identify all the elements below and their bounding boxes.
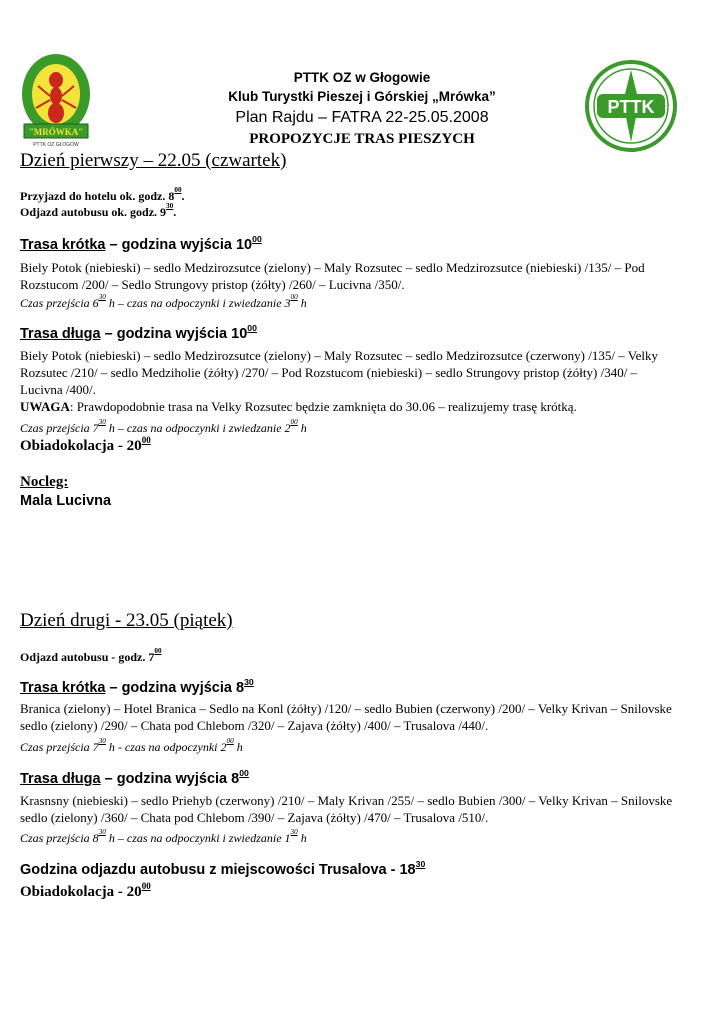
day1-lodging-label: Nocleg: — [20, 474, 69, 490]
day1-warning: UWAGA: Prawdopodobnie trasa na Velky Rozsutec będzie zamknięta do 30.06 – realizujemy trasę krótką. — [20, 399, 577, 414]
day2-short-route-time-note: Czas przejścia $7^{30}$ h - czas na odpoczynki $2^{00}$ h — [20, 737, 243, 754]
day1-short-route-time-note: Czas przejścia $6^{30}$ h – czas na odpoczynki i zwiedzanie $3^{00}$ h — [20, 293, 307, 310]
day2-bus-departure: Godzina odjazdu autobusu z miejscowości Trusalova - $18^{30}$ — [20, 859, 426, 878]
pttk-logo-text: PTTK — [607, 97, 655, 117]
day1-long-route-description: Biely Potok (niebieski) – sedlo Medzirozsutce (zielony) – Maly Rozsutec – sedlo Medzirozsutce (czerwony) /135/ – Velky Rozsutec /210/ – sedlo Medziholie (żółty) /270/ – Pod Rozstucom (niebieski) – sedlo Strungovy pristop (żółty) /340/ – Lucivna /400/. — [20, 348, 659, 397]
day2-title: Dzień drugi - 23.05 (piątek) — [20, 610, 233, 631]
day2-departure: Odjazd autobusu - godz. $7^{00}$ — [20, 647, 162, 664]
day2-long-route-time-note: Czas przejścia $8^{30}$ h – czas na odpoczynki i zwiedzanie $1^{30}$ h — [20, 828, 307, 845]
day1-arrival: Przyjazd do hotelu ok. godz. $8^{00}$. — [20, 186, 185, 203]
day1-long-route-time-note: Czas przejścia $7^{30}$ h – czas na odpoczynki i zwiedzanie $2^{00}$ h — [20, 418, 307, 435]
header-club-name: Klub Turystki Pieszej i Górskiej „Mrówka” — [228, 89, 496, 104]
logo-sub-text: PTTK OZ GŁOGÓW — [33, 142, 79, 148]
day2-short-route-heading: Trasa krótka – godzina wyjścia $8^{30}$ — [20, 677, 254, 696]
header-plan-title: Plan Rajdu – FATRA 22-25.05.2008 — [235, 109, 489, 126]
day2-long-route-heading: Trasa długa – godzina wyjścia $8^{00}$ — [20, 768, 249, 787]
day2-long-route-description: Krasnsny (niebieski) – sedlo Priehyb (czerwony) /210/ – Maly Krivan /255/ – sedlo Bubien /300/ – Velky Krivan – Snilovske sedlo (zielony) /360/ – Chata pod Chlebom /390/ – Zajava (żółty) /470/ – Trusalova /510/. — [20, 793, 673, 825]
day2-dinner: Obiadokolacja - $20^{00}$ — [20, 881, 151, 900]
day1-dinner: Obiadokolacja - $20^{00}$ — [20, 435, 151, 454]
header-subtitle: PROPOZYCJE TRAS PIESZYCH — [249, 131, 475, 147]
day1-long-route-heading: Trasa długa – godzina wyjścia $10^{00}$ — [20, 323, 257, 342]
logo-banner-text: "MRÓWKA" — [28, 127, 84, 137]
day1-departure: Odjazd autobusu ok. godz. $9^{30}$. — [20, 202, 177, 219]
day2-short-route-description: Branica (zielony) – Hotel Branica – Sedlo na Konl (żółty) /120/ – sedlo Bubien (czerwony) /200/ – Velky Krivan – Snilovske sedlo (zielony) /290/ – Chata pod Chlebom /320/ – Zajava (żółty) /400/ – Trusalova /440/. — [20, 701, 672, 733]
day1-short-route-heading: Trasa krótka – godzina wyjścia $10^{00}$ — [20, 234, 262, 253]
day1-title: Dzień pierwszy – 22.05 (czwartek) — [20, 150, 287, 171]
header-organization: PTTK OZ w Głogowie — [293, 70, 431, 85]
day1-lodging-place: Mala Lucivna — [20, 493, 112, 509]
day1-short-route-description: Biely Potok (niebieski) – sedlo Medzirozsutce (zielony) – Maly Rozsutec – sedlo Medzirozsutce (niebieski) /135/ – Pod Rozstucom /200/ – Sedlo Strungovy pristop (żółty) /260/ – Lucivna /350/. — [20, 260, 645, 292]
